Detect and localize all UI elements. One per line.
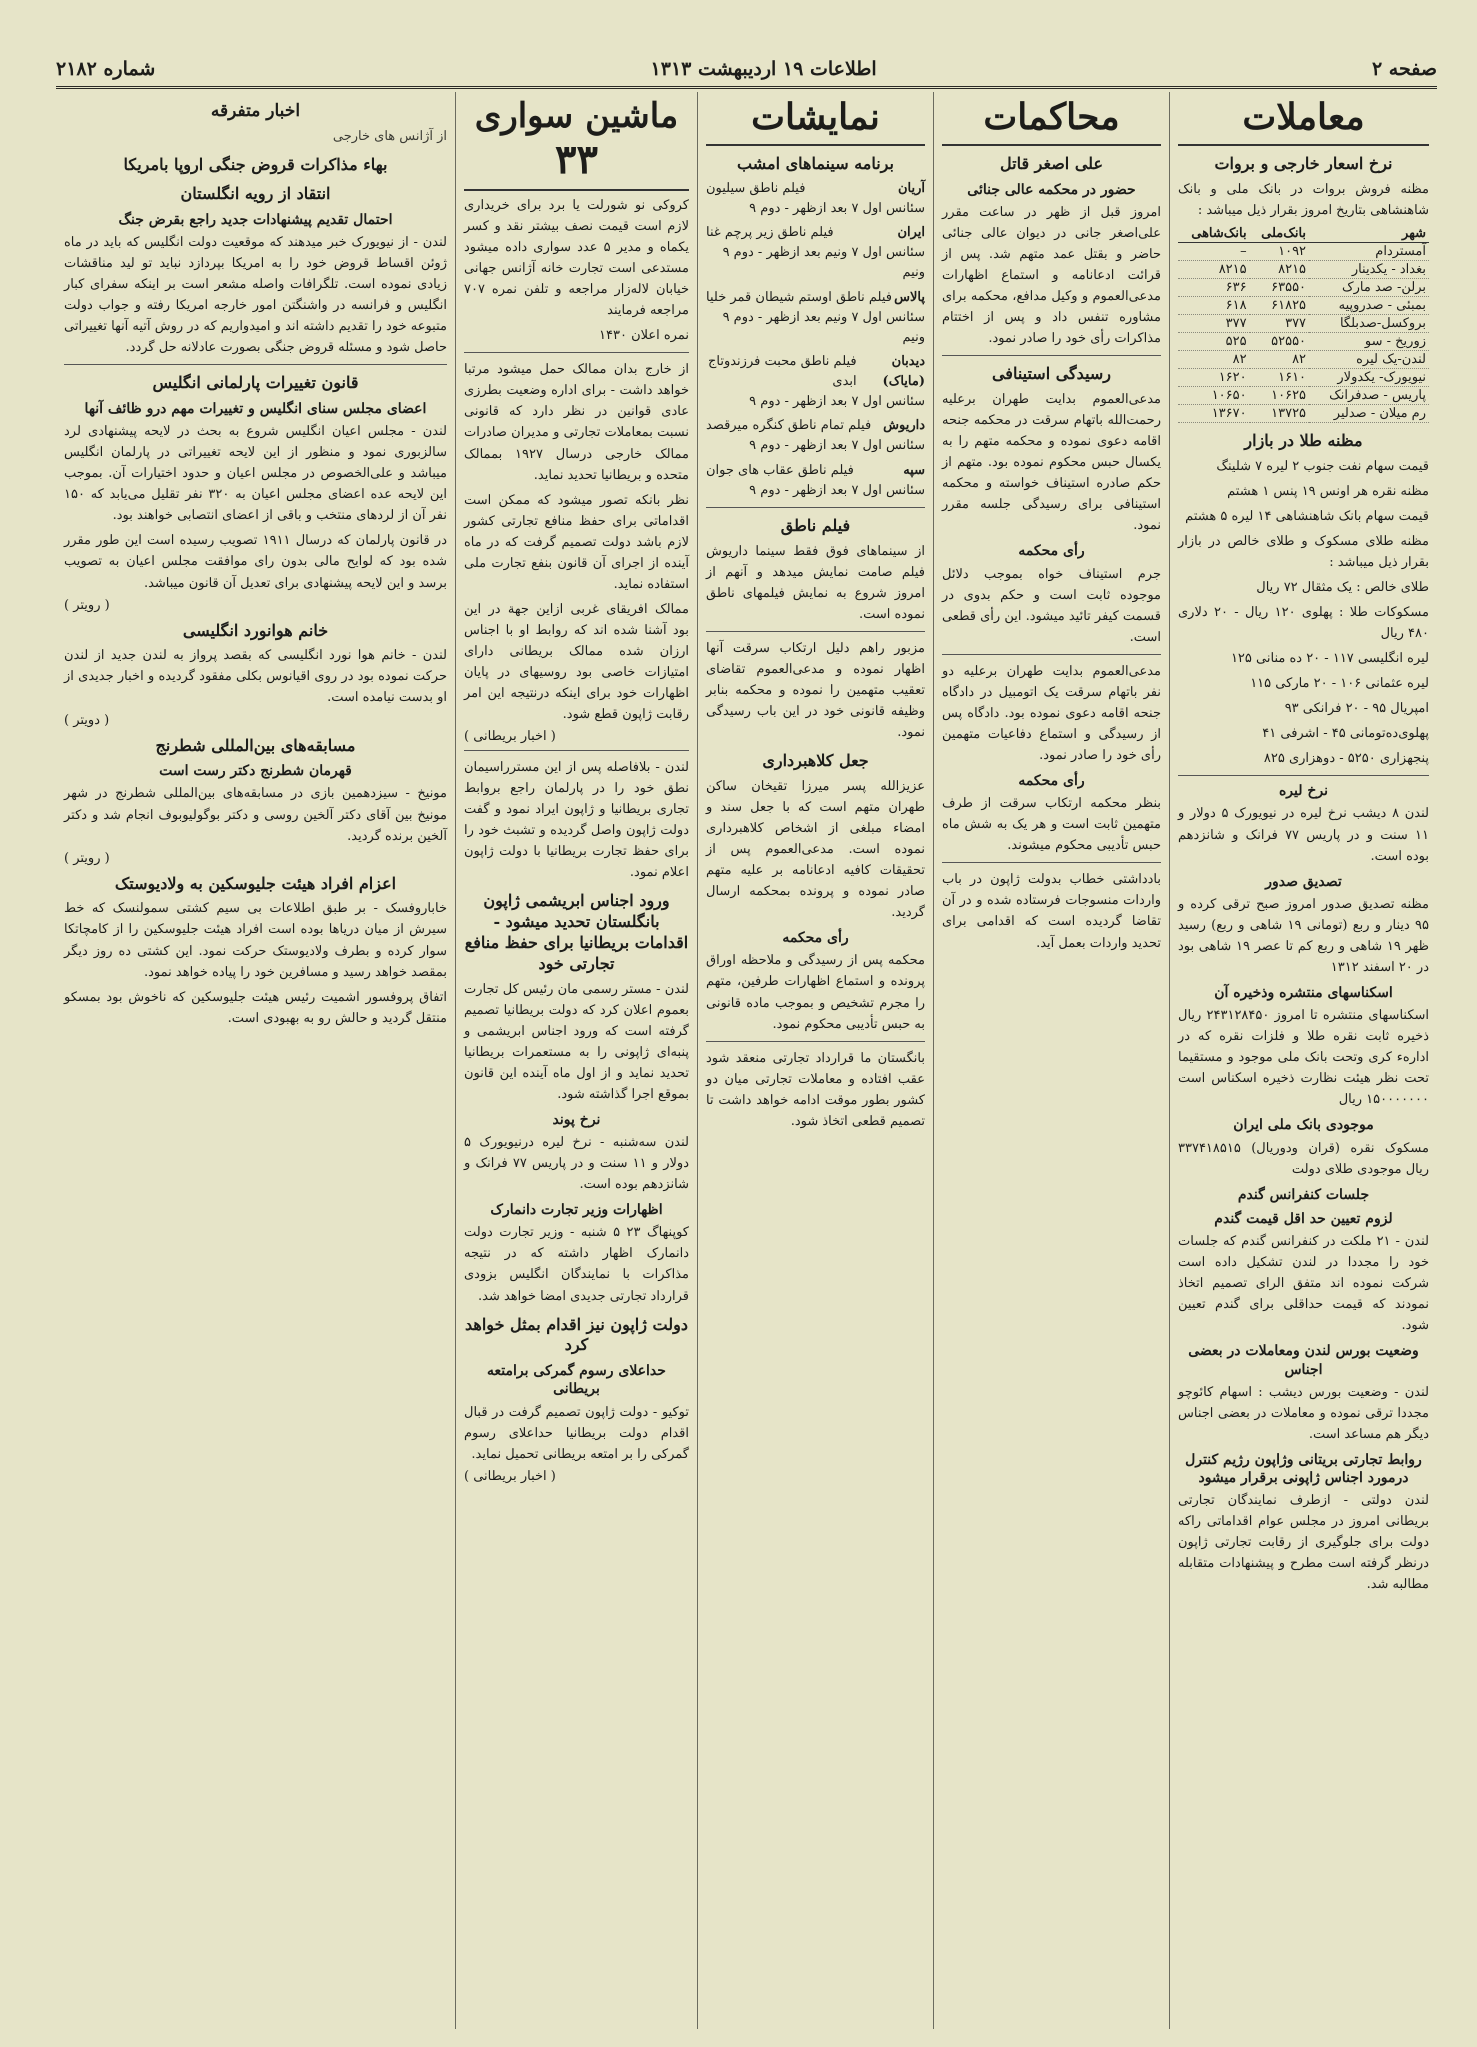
shows-bottom-text: بانگستان ما قرارداد تجارتی منعقد شود عقب افتاده و معاملات تجارتی میان دو کشور بطور موقت ادامه خواهد داشت تا تصمیم قطعی اتخاذ شود.: [706, 1050, 925, 1129]
fx-cell: ۶۱۸۲۵: [1250, 296, 1309, 314]
talkie-text: از سینماهای فوق فقط سینما داریوش فیلم صامت نمایش میدهد و آنهم از امروز شروع به نمایش فیلمهای ناطق نموده است.: [706, 543, 925, 622]
fx-intro: مظنه فروش بروات در بانک ملی و بانک شاهنشاهی بتاریخ امروز بقرار ذیل میباشد :: [1178, 181, 1429, 218]
approval-text: مظنه تصدیق صدور امروز صبح ترقی کرده و ۹۵ دینار و ربع (تومانی ۱۹ شاهی و ربع) رسید ظهر ۱۹ شاهی و ربع کم تا عصر ۱۹ شاهی بود در ۲۰ اسفند ۱۳۱۲: [1178, 896, 1430, 975]
misc-h1c: احتمال تقدیم پیشنهادات جدید راجع بقرض جنگ: [118, 211, 393, 228]
bourse-heading: وضعیت بورس لندن ومعاملات در بعضی اجناس: [1188, 1343, 1419, 1378]
misc-t2b: در قانون پارلمان که درسال ۱۹۱۱ تصویب رسیده است این طور مقرر شده بود که لوایح مالی بدون رای موافقت مجلس اعیان به تصویب برسد و این لایحه پیشنهادی برای تعدیل آن قانون میباشد.: [64, 533, 447, 591]
transactions-title: معاملات: [1178, 92, 1429, 146]
fx-row: [1178, 386, 1429, 404]
misc-h4: مسابقه‌های بین‌المللی شطرنج: [155, 735, 356, 755]
fx-cell: ۱۳۷۲۵: [1250, 404, 1309, 422]
fx-cell: ۵۲۵: [1178, 332, 1250, 350]
gold-line: طلای خالص : یک مثقال ۷۲ ریال: [1256, 579, 1429, 595]
column-transactions: [1169, 92, 1437, 2029]
cinema-item: [706, 416, 925, 456]
fx-cell: ۱۰۶۵۰: [1178, 386, 1250, 404]
fx-table-body: [1178, 242, 1429, 422]
cars-title: ماشین سواری: [474, 96, 679, 136]
cinema-name: ایران: [897, 225, 925, 241]
cars-title-block: [464, 92, 689, 191]
approval-heading: تصدیق صدور: [1265, 873, 1342, 890]
fx-cell: بمبئی - صدروپیه: [1309, 296, 1429, 314]
pound-heading: نرخ پوند: [552, 1111, 601, 1128]
court-s1-text: امروز قبل از ظهر در ساعت مقرر علی‌اصغر جانی در دیوان عالی جنائی حاضر و بقتل عمد متهم شد. پس از قرائت ادعانامه و استماع اظهارات مدعی‌العموم و وکیل مدافع، محکمه برای مشاوره تنفس داد و پس از اختتام مذاکرات رأی خود را صادر نمود.: [942, 204, 1161, 347]
forgery-text: عزیزالله پسر میرزا تقیخان ساکن طهران متهم است که با جعل سند و امضاء مبلغی از اشخاص کلاهبرداری نموده است. مدعی‌العموم پس از تحقیقات کافیه ادعانامه بر علیه متهم صادر نموده و پرونده بمحکمه ارسال گردید.: [706, 778, 925, 921]
court-s4-text: بادداشتی خطاب بدولت ژاپون در باب واردات منسوجات فرستاده شده و در آن تقاضا گردیده است که اقدامی برای تحدید واردات بعمل آید.: [942, 872, 1161, 951]
fx-row: [1178, 350, 1429, 368]
fx-cell: زوریخ - سو: [1309, 332, 1429, 350]
gold-line: پنجهزاری ۵۲۵۰ - دوهزاری ۸۲۵: [1263, 751, 1429, 767]
misc-h1b: انتقاد از رویه انگلستان: [180, 183, 331, 203]
cinema-film: فیلم ناطق سیلیون: [706, 180, 806, 196]
court-s3-verdict: بنظر محکمه ارتکاب سرقت از طرف متهمین ثابت است و هر یک به شش ماه حبس تأدیبی محکوم میشوند.: [942, 796, 1161, 854]
cinema-name: سپه: [903, 462, 925, 478]
misc-h2: قانون تغییرات پارلمانی انگلیس: [152, 373, 359, 393]
column-misc: [56, 92, 455, 2029]
program-heading: برنامه سینماهای امشب: [737, 154, 894, 173]
lira-heading: نرخ لیره: [1278, 783, 1329, 800]
cinema-times: سئانس اول ۷ بعد ازظهر - دوم ۹: [749, 394, 925, 410]
cars-trade-text2: نظر بانکه تصور میشود که ممکن است اقداماتی برای حفظ منافع تجارتی کشور لازم باشد دولت تصمیم گرفت که در ماه آینده از اجرای آن قانون بنفع تجارت ملی استفاده نماید.: [464, 492, 689, 592]
fx-cell: ۱۰۹۲: [1250, 242, 1309, 260]
gold-line: پهلوی‌ده‌تومانی ۴۵ - اشرفی ۴۱: [1262, 726, 1429, 742]
fx-cell: آمستردام: [1309, 242, 1429, 260]
cars-title-number: ۳۳: [555, 136, 598, 183]
fx-cell: ۶۳۵۵۰: [1250, 278, 1309, 296]
page-label: صفحه ۲: [1371, 58, 1437, 80]
fx-cell: ۳۷۷: [1178, 314, 1250, 332]
cars-ad-text: کروکی نو شورلت یا برد برای خریداری لازم است قیمت نصف بیشتر نقد و کسر یکماه و مدیر ۵ عدد سواری داده میشود مستدعی است تجارت خانه آژانس جهانی خیابان لاله‌زار مراجعه و تلفن نمره ۷۰۷ مراجعه فرمایند: [464, 198, 689, 319]
fx-cell: ۸۲: [1178, 350, 1250, 368]
misc-h2b: اعضای مجلس سنای انگلیس و تغییرات مهم درو ظائف آنها: [84, 401, 427, 417]
cinema-name: دیدبان (مایاک): [882, 353, 925, 390]
fx-cell: ۱۳۶۷۰: [1178, 404, 1250, 422]
cinema-list: [706, 179, 925, 501]
cinema-name: آریان: [897, 180, 925, 196]
court-s3-verdict-title: رأی محکمه: [1018, 773, 1085, 790]
wheat-heading: جلسات کنفرانس گندم: [1237, 1186, 1370, 1203]
bank-heading: موجودی بانک ملی ایران: [1233, 1117, 1374, 1134]
cinema-times: سئانس اول ۷ ونیم بعد ازظهر - دوم ۹ ونیم: [722, 309, 925, 345]
court-s2-verdict: جرم استیناف خواه بموجب دلائل موجوده ثابت است و حکم بدوی در قسمت کیفر تائید میشود. این رأی قطعی است.: [942, 566, 1161, 645]
fx-cell: بغداد - یکدینار: [1309, 260, 1429, 278]
cars-ad-phone: نمره اعلان ۱۴۳۰: [599, 328, 689, 344]
gold-lines: [1178, 456, 1429, 770]
bourse-text: لندن - وضعیت بورس دیشب : اسهام کائوچو مجددا ترقی نموده و معاملات در بعضی اجناس دیگر هم مساعد است.: [1178, 1384, 1429, 1442]
court-s2-verdict-title: رأی محکمه: [1018, 543, 1085, 560]
fx-table-header: [1178, 225, 1429, 243]
gold-line: امپریال ۹۵ - ۲۰ فرانکی ۹۳: [1284, 701, 1429, 717]
japan-retal-text: توکیو - دولت ژاپون تصمیم گرفت در قبال اقدام دولت بریطانیا حداعلای رسوم گمرکی را بر امتعه بریطانی تحمیل نماید.: [464, 1404, 689, 1462]
fx-cell: ۶۳۶: [1178, 278, 1250, 296]
shows-case-text: مزبور راهم دلیل ارتکاب سرقت آنها اظهار نموده و مدعی‌العموم تقاضای تعقیب متهمین را نموده و محکمه بنابر وظیفه قانونی خود در این باب رسیدگی نمود.: [706, 640, 925, 741]
gold-line: لیره عثمانی ۱۰۶ - ۲۰ مارکی ۱۱۵: [1250, 676, 1429, 692]
cinema-times: سئانس اول ۷ بعد ازظهر - دوم ۹: [749, 438, 925, 454]
fx-row: [1178, 296, 1429, 314]
fx-cell: ۱۶۱۰: [1250, 368, 1309, 386]
column-courts: [933, 92, 1169, 2029]
lira-text: لندن ۸ دیشب نرخ لیره در نیویورک ۵ دولار و ۱۱ سنت و در پاریس ۷۷ فرانک و شانزدهم بوده است.: [1178, 806, 1430, 864]
misc-t3: لندن - خانم هوا نورد انگلیسی که بقصد پرواز به لندن جدید از لندن حرکت نموده بود در روی اقیانوس بکلی مفقود گردیده و اخبار جدیدی از او بدست نیامده است.: [64, 648, 447, 706]
silk-text: لندن - مستر رسمی مان رئیس کل تجارت بعموم اعلان کرد که دولت بریطانیا تصمیم گرفته است که ورود اجناس ابریشمی و پنبه‌ای ژاپونی را به مستعمرات بریطانیا تحدید نماید و از اول ماه آینده این قانون بموقع اجرا گذاشته شود.: [464, 981, 689, 1102]
cars-arab-text: ممالک افریقای غربی ازاین جهة در این بود آشنا شده اند که روابط او با اجناس ارزان شده ممالک بریطانی دارای امتیازات خاصی بود روسیهای در پایان اظهارات خود برای اینکه درنتیجه این امر رقابت ژاپون قطع شود.: [464, 601, 689, 723]
court-s2-text: مدعی‌العموم بدایت طهران برعلیه رحمت‌الله باتهام سرقت در محکمه جنحه اقامه دعوی نموده و محکمه متهم را به یکسال حبس محکوم نموده بود. متهم از حکم صادره استیناف خواسته و محکمه استینافی برای رسیدگی جلسه مقرر نمود.: [942, 392, 1161, 534]
forgery-heading: جعل کلاهبرداری: [762, 751, 869, 771]
misc-h3: خانم هوانورد انگلیسی: [182, 620, 329, 640]
misc-sig2: ( دویتر ): [64, 712, 110, 728]
fx-row: [1178, 314, 1429, 332]
misc-t2: لندن - مجلس اعیان انگلیس شروع به بحث در لایحه پیشنهادی لرد سالزبوری نمود و منظور از این لایحه تغییراتی در پارلمان انگلیس میباشد و علی‌الخصوص در مجلس اعیان و حدود اختیارات آن. بموجب این لایحه عده اعضای مجلس اعیان به ۳۲۰ نفر تقلیل می‌یابد که ۱۵۰ نفر آن از لردهای منتخب و باقی از اعضای انتصابی خواهند بود.: [64, 424, 447, 524]
misc-t6: اتفاق پروفسور اشمیت رئیس هیئت جلیوسکین که ناخوش بود بمسکو منتقل گردید و حالش رو به بهبودی است.: [64, 989, 447, 1026]
columns: [56, 92, 1437, 2029]
gold-line: مظنه طلای مسکوک و طلای خالص در بازار بقرار ذیل میباشد :: [1178, 533, 1429, 570]
column-cars: [455, 92, 697, 2029]
gold-line: مظنه نقره هر اونس ۱۹ پنس ۱ هشتم: [1227, 483, 1429, 499]
cinema-item: [706, 461, 925, 501]
fx-row: [1178, 278, 1429, 296]
fx-cell: رم میلان - صدلیر: [1309, 404, 1429, 422]
fx-table: [1178, 225, 1429, 423]
cars-sig1: ( اخبار بریطانی ): [464, 729, 556, 745]
cinema-times: سئانس اول ۷ ونیم بعد ازظهر - دوم ۹ ونیم: [722, 245, 925, 281]
misc-t4: مونیخ - سیزدهمین بازی در مسابقه‌های بین‌المللی شطرنج در شهر مونیخ بین آقای دکتر آلخین روسی و دکتر بوگولیوبوف انجام شد و دکتر آلخین برنده گردید.: [64, 786, 447, 844]
cinema-times: سئانس اول ۷ بعد ازظهر - دوم ۹: [749, 482, 925, 498]
cinema-item: [706, 223, 925, 283]
misc-sig1: ( رویتر ): [64, 597, 110, 613]
fx-cell: ۸۲۱۵: [1250, 260, 1309, 278]
fx-cell: ۳۷۷: [1250, 314, 1309, 332]
gold-line: لیره انگلیسی ۱۱۷ - ۲۰ ده منانی ۱۲۵: [1230, 651, 1429, 667]
court-s3-text: مدعی‌العموم بدایت طهران برعلیه دو نفر باتهام سرقت یک اتومبیل در دادگاه جنحه اقامه دعوی نموده بود. دادگاه پس از رسیدگی و استماع دفاعیات متهمین رأی خود را صادر نمود.: [942, 663, 1161, 763]
misc-h4b: قهرمان شطرنج دکتر رست است: [159, 763, 352, 780]
fx-cell: ۵۲۵۵۰: [1250, 332, 1309, 350]
cinema-item: [706, 288, 925, 348]
fx-row: [1178, 404, 1429, 422]
fx-col-melli: بانک‌ملی: [1250, 225, 1309, 243]
fx-cell: برلن- صد مارک: [1309, 278, 1429, 296]
fx-cell: ۸۲: [1250, 350, 1309, 368]
fx-row: [1178, 368, 1429, 386]
fx-row: [1178, 332, 1429, 350]
fx-cell: لندن-یک لیره: [1309, 350, 1429, 368]
fx-row: [1178, 242, 1429, 260]
fx-cell: ۱۰۶۲۵: [1250, 386, 1309, 404]
wheat-subheading: لزوم تعیین حد اقل قیمت گندم: [1214, 1210, 1393, 1227]
misc-title: اخبار متفرقه: [210, 101, 301, 121]
cinema-film: فیلم تمام ناطق کنگره میرقصد: [706, 418, 872, 434]
silk-heading: ورود اجناس ابریشمی ژاپون بانگلستان تحدید میشود - اقدامات بریطانیا برای حفظ منافع تجارتی خود: [464, 891, 689, 973]
pound-text: لندن سه‌شنبه - نرخ لیره درنیویورک ۵ دولار و ۱۱ سنت و در پاریس ۷۷ فرانک و شانزدهم بوده است.: [464, 1135, 689, 1193]
notes-heading: اسکناسهای منتشره وذخیره آن: [1214, 985, 1393, 1001]
misc-t5: خاباروفسک - بر طبق اطلاعات بی سیم کشتی سمولنسک که خط سیرش از میان دریاها بوده است افراد هیئت جلیوسکین را از کامچاتکا سوار کرده و بطرف ولادیوستک حرکت نمود. این کشتی ده روز دیگر بمقصد خواهد رسید و مسافرین خود را پیاده خواهد نمود.: [64, 901, 448, 980]
fx-col-shahi: بانک‌شاهی: [1178, 225, 1250, 243]
header-date: اطلاعات ۱۹ اردیبهشت ۱۳۱۳: [650, 58, 877, 80]
fx-cell: نیویورک- یکدولار: [1309, 368, 1429, 386]
gold-heading: مظنه طلا در بازار: [1244, 430, 1363, 450]
cinema-item: [706, 179, 925, 219]
denmark-heading: اظهارات وزیر تجارت دانمارک: [490, 1202, 663, 1219]
misc-h1: بهاء مذاکرات قروض جنگی اروپا بامریکا: [123, 155, 388, 175]
cars-japan-parl: لندن - بلافاصله پس از این مسترراسیمان نطق خود را در پارلمان راجع بروابط تجاری بریطانیا و ژاپون ایراد نمود و گفت دولت ژاپون واصل گردیده و تشبث خود را برای حفظ تجارت بریطانیا با دولت ژاپون اعلام نمود.: [464, 760, 689, 881]
cinema-item: [706, 352, 925, 412]
forgery-verdict: محکمه پس از رسیدگی و ملاحظه اوراق پرونده و استماع اظهارات طرفین، متهم را مجرم تشخیص و بموجب ماده قانونی به حبس تأدیبی محکوم نمود.: [706, 953, 925, 1032]
fx-heading: نرخ اسعار خارجی و بروات: [1214, 154, 1393, 173]
gold-line: قیمت سهام نفت جنوب ۲ لیره ۷ شلینگ: [1216, 458, 1429, 474]
fx-cell: پاریس - صدفرانک: [1309, 386, 1429, 404]
court-s1-title: علی اصغر قاتل: [1000, 154, 1103, 173]
court-s1-sub: حضور در محکمه عالی جنائی: [967, 181, 1136, 198]
fx-cell: بروکسل-صدبلگا: [1309, 314, 1429, 332]
cinema-name: داریوش: [883, 418, 925, 434]
misc-sig3: ( رویتر ): [64, 850, 110, 866]
cinema-film: فیلم ناطق محبت فرزندوتاج ابدی: [707, 353, 857, 390]
fx-cell: ۶۱۸: [1178, 296, 1250, 314]
forgery-verdict-title: رأی محکمه: [782, 930, 849, 947]
cinema-name: پالاس: [894, 289, 925, 305]
court-s2-title: رسیدگی استینافی: [991, 364, 1112, 384]
misc-h5: اعزام افراد هیئت جلیوسکین به ولادیوستک: [114, 873, 397, 893]
japan-trade-heading: روابط تجارتی بریتانی وژاپون رژیم کنترل درمورد اجناس ژاپونی برقرار میشود: [1185, 1451, 1422, 1487]
column-shows: [697, 92, 933, 2029]
misc-source: از آژانس های خارجی: [332, 129, 447, 145]
cinema-film: فیلم ناطق عقاب های جوان: [706, 462, 854, 478]
japan-retal-heading: دولت ژاپون نیز اقدام بمثل خواهد کرد: [465, 1314, 688, 1355]
bank-text: مسکوک نقره (قران ودوریال) ۳۳۷۴۱۸۵۱۵ ریال موجودی طلای دولت: [1178, 1140, 1429, 1177]
shows-title: نمایشات: [706, 92, 925, 146]
japan-trade-text: لندن دولتی - ازطرف نمایندگان تجارتی بریطانی امروز در مجلس عوام اقداماتی راکه دولت برای جلوگیری از رقابت تجارتی ژاپون درنظر گرفته است مطرح و پیشنهادات متقابله مطالبه شد.: [1178, 1493, 1429, 1593]
gold-line: مسکوکات طلا : پهلوی ۱۲۰ ریال - ۲۰ دلاری ۴۸۰ ریال: [1178, 604, 1429, 642]
denmark-text: کوپنهاگ ۲۳ ۵ شنبه - وزیر تجارت دولت دانمارک اظهار داشته که در نتیجه مذاکرات با نمایندگان انگلیس بزودی قرارداد تجارتی جدیدی امضا خواهد شد.: [464, 1225, 690, 1304]
issue-number: شماره ۲۱۸۲: [56, 58, 156, 80]
misc-t1: لندن - از نیویورک خبر میدهند که موقعیت دولت انگلیس که باید در ماه ژوئن اقساط قروض خود را به امریکا بپردازد نباید تو لید مناقشات زیادی نموده است. تلگرافات واصله مشعر است بر اینکه سفرای کبار انگلیس و فرانسه در واشنگتن امور خارجه امریکا رفته و جواب دولت متبوعه خود را تقدیم داشته اند و امیدواریم که در روش آتیه آنها تغییراتی حاصل شود و مسئله قروض جنگی بصورت عادلانه حل گردد.: [64, 234, 447, 356]
cinema-times: سئانس اول ۷ بعد ازظهر - دوم ۹: [749, 200, 925, 216]
fx-cell: ۱۶۲۰: [1178, 368, 1250, 386]
japan-retal-sub: حداعلای رسوم گمرکی برامتعه بریطانی: [487, 1363, 666, 1398]
fx-cell: ۸۲۱۵: [1178, 260, 1250, 278]
page-header: [56, 52, 1437, 89]
talkie-heading: فیلم ناطق: [780, 515, 851, 535]
cars-sig2: ( اخبار بریطانی ): [464, 1468, 556, 1484]
cars-trade-text: از خارج بدان ممالک حمل میشود مرتبا خواهد داشت - برای اداره وضعیت بطرزی عادی قوانین در نظر دارد که قانونی نسبت بمعاملات تجارتی و مدیران صادرات ممالک خارجی درسال ۱۹۲۷ بممالک متحده و بریطانیا تحدید نماید.: [464, 362, 689, 483]
notes-text: اسکناسهای منتشره تا امروز ۲۴۳۱۲۸۴۵۰ ریال ذخیره ثابت نقره طلا و فلزات نقره که در ادارهء کری وتحت بانک ملی موجود و مستقیما تحت نظر هیئت نظارت ذخیره اسکناس است ۱۵۰۰۰۰۰۰۰ ریال: [1178, 1008, 1430, 1108]
courts-title: محاکمات: [942, 92, 1161, 146]
cinema-film: فیلم ناطق اوستم شیطان قمر خلیا: [706, 289, 892, 305]
wheat-text: لندن - ۲۱ ملکت در کنفرانس گندم که جلسات خود را مجددا در لندن تشکیل داده است شرکت نموده اند متفق الرای تصمیم اتخاذ نمودند که قیمت حداقلی برای گندم تعیین شود.: [1178, 1234, 1429, 1334]
gold-line: قیمت سهام بانک شاهنشاهی ۱۴ لیره ۵ هشتم: [1185, 508, 1429, 524]
cinema-film: فیلم ناطق زیر پرچم غنا: [706, 225, 834, 241]
fx-col-city: شهر: [1309, 225, 1429, 243]
fx-cell: –: [1178, 242, 1250, 260]
fx-row: [1178, 260, 1429, 278]
